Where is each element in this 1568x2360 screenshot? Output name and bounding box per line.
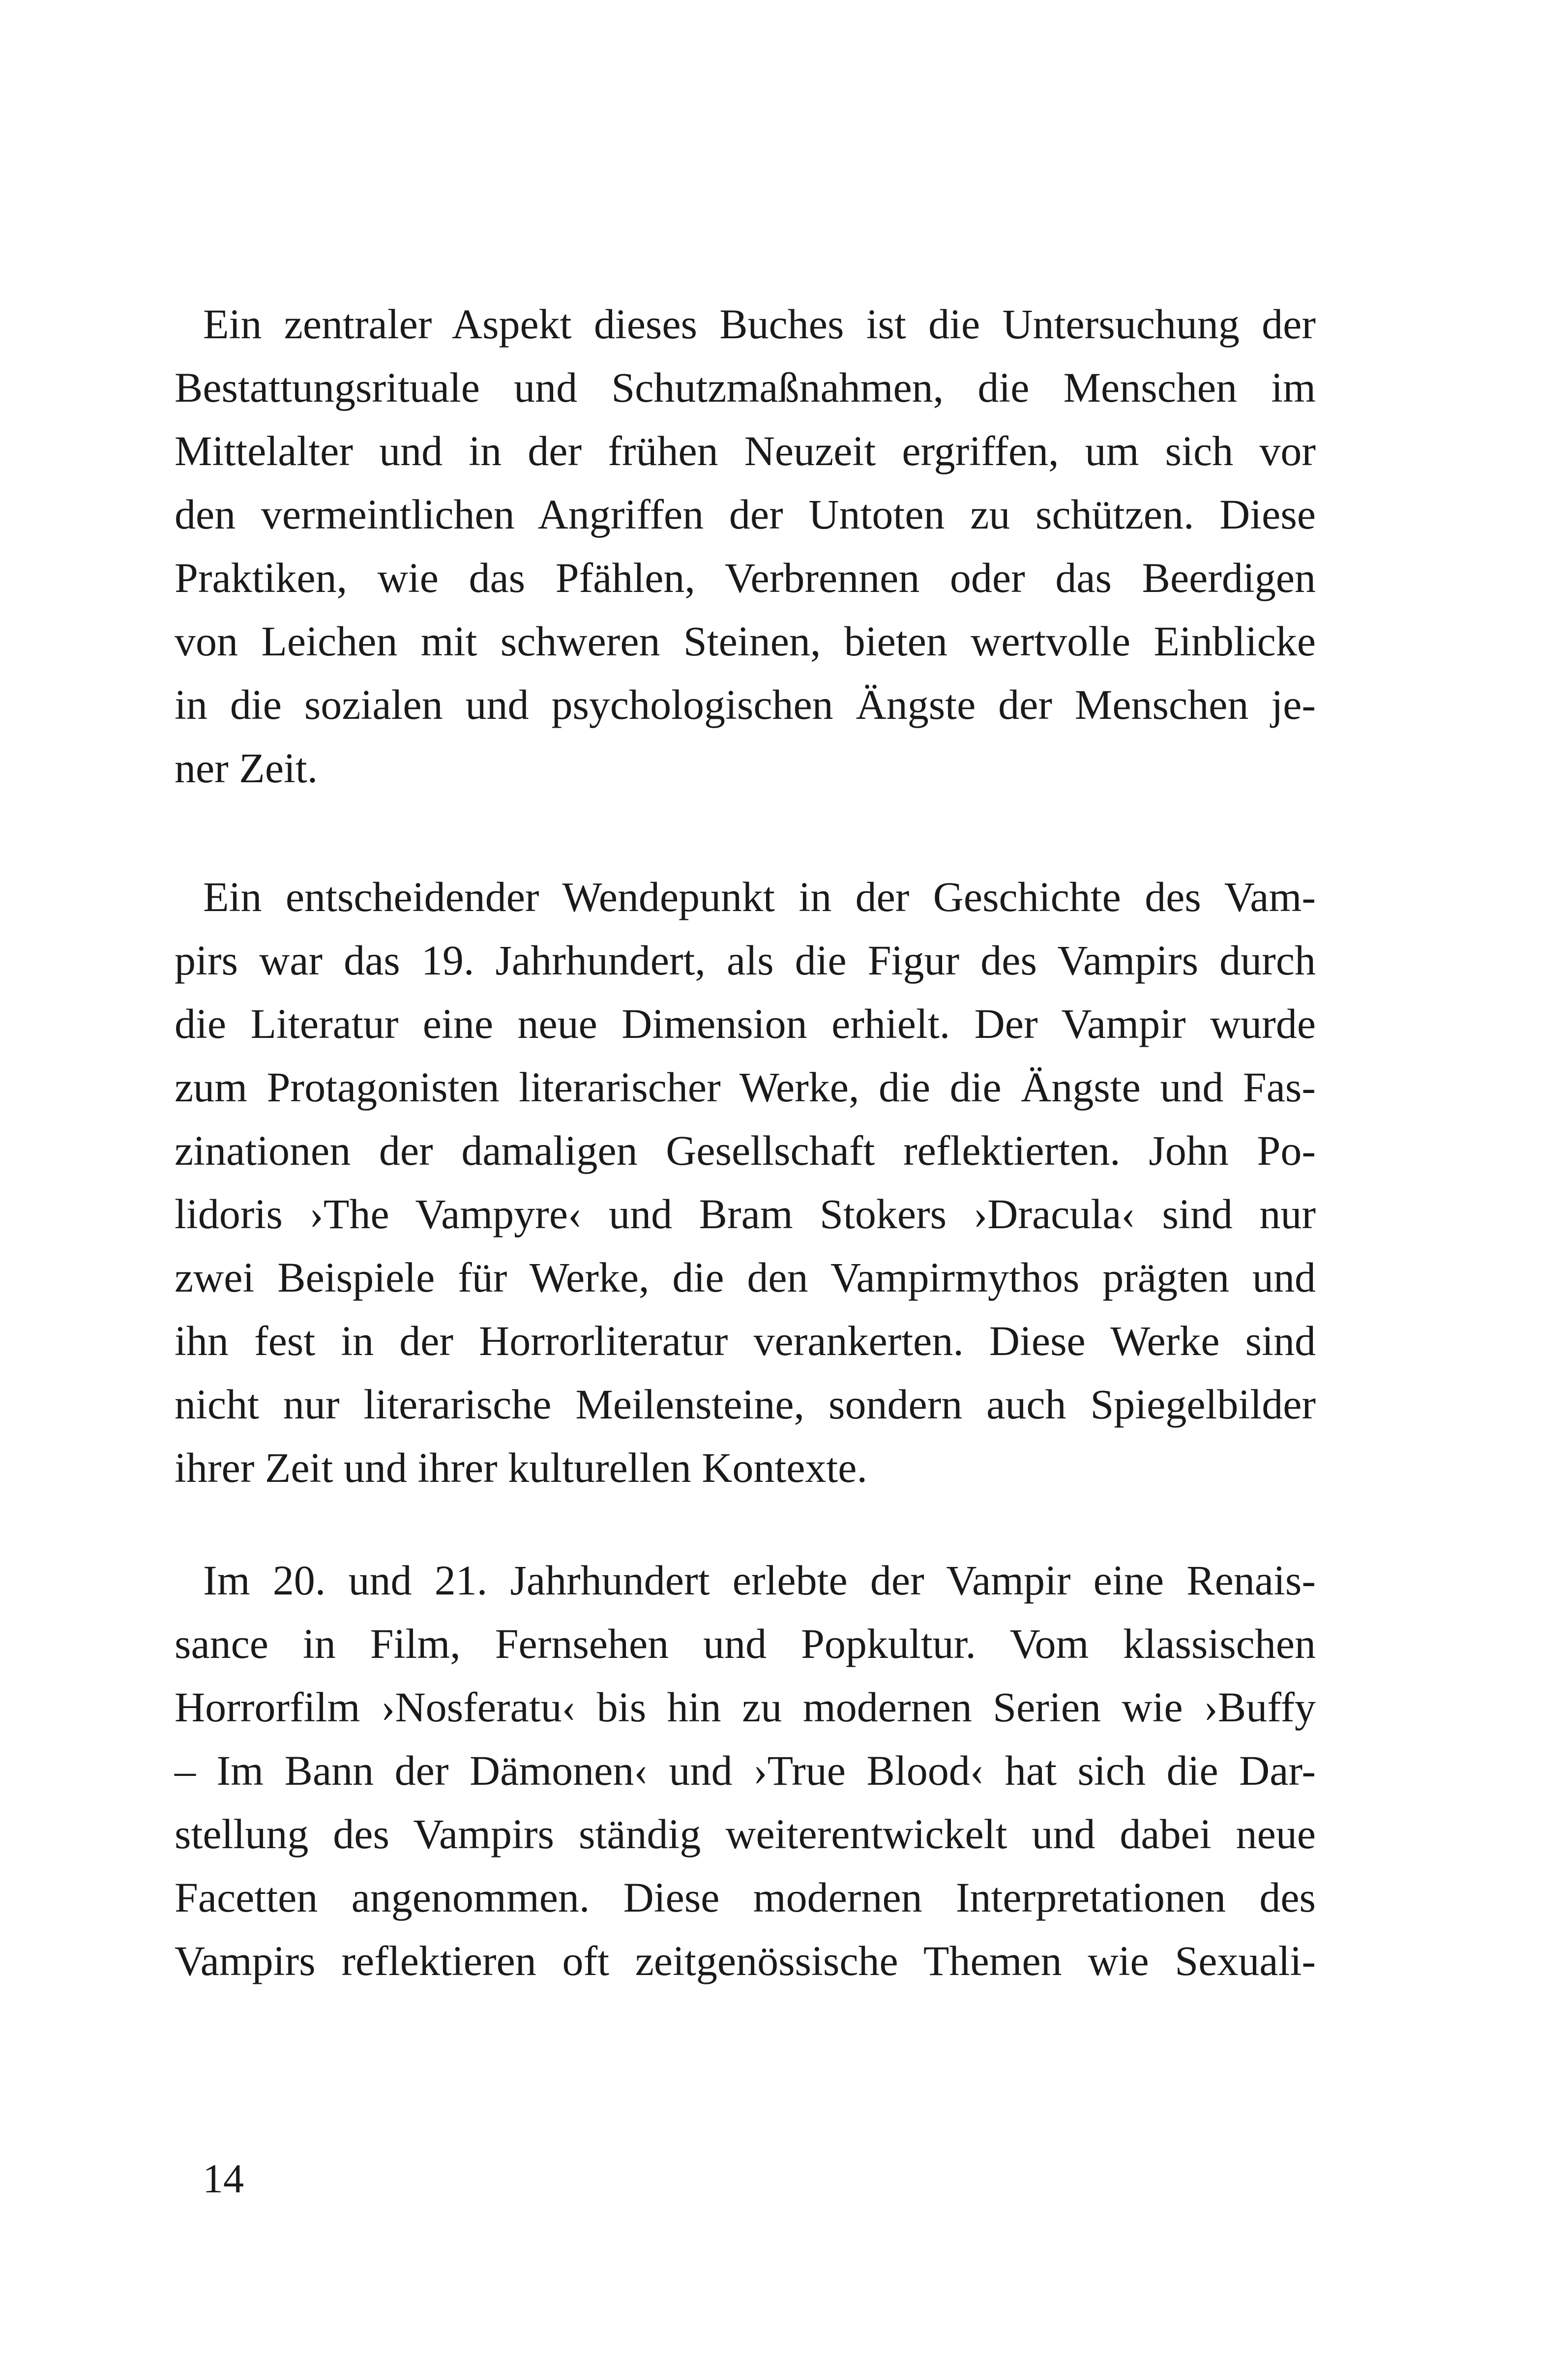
paragraph-3 (175, 1549, 1316, 1993)
text-line: zum Protagonisten literarischer Werke, die die Ängste und Fas- (175, 1063, 1316, 1111)
text-line: – Im Bann der Dämonen‹ und ›True Blood‹ hat sich die Dar- (175, 1747, 1316, 1794)
text-line: Facetten angenommen. Diese modernen Interpretationen des (175, 1874, 1316, 1921)
text-line: Praktiken, wie das Pfählen, Verbrennen oder das Beerdigen (175, 554, 1316, 601)
text-line: lidoris ›The Vampyre‹ und Bram Stokers ›Dracula‹ sind nur (175, 1190, 1316, 1238)
text-line: den vermeintlichen Angriffen der Untoten zu schützen. Diese (175, 491, 1316, 538)
page-number: 14 (203, 2156, 244, 2202)
text-line: zinationen der damaligen Gesellschaft reflektierten. John Po- (175, 1127, 1316, 1174)
text-line: nicht nur literarische Meilensteine, sondern auch Spiegelbilder (175, 1381, 1316, 1428)
text-line: von Leichen mit schweren Steinen, bieten wertvolle Einblicke (175, 618, 1316, 665)
paragraph-1 (175, 293, 1316, 800)
text-line: zwei Beispiele für Werke, die den Vampirmythos prägten und (175, 1254, 1316, 1301)
text-line: Vampirs reflektieren oft zeitgenössische Themen wie Sexuali- (175, 1937, 1316, 1984)
text-line: ihn fest in der Horrorliteratur verankerten. Diese Werke sind (175, 1317, 1316, 1364)
text-line: Ein entscheidender Wendepunkt in der Geschichte des Vam- (203, 873, 1316, 920)
text-line: Horrorfilm ›Nosferatu‹ bis hin zu modernen Serien wie ›Buffy (175, 1683, 1316, 1731)
text-line: Bestattungsrituale und Schutzmaßnahmen, die Menschen im (175, 364, 1316, 411)
text-line: stellung des Vampirs ständig weiterentwickelt und dabei neue (175, 1810, 1316, 1858)
text-line: Ein zentraler Aspekt dieses Buches ist die Untersuchung der (203, 300, 1316, 348)
text-line: sance in Film, Fernsehen und Popkultur. Vom klassischen (175, 1620, 1316, 1667)
text-line: ner Zeit. (175, 744, 318, 792)
text-line: pirs war das 19. Jahrhundert, als die Figur des Vampirs durch (175, 937, 1316, 984)
text-line: ihrer Zeit und ihrer kulturellen Kontexte. (175, 1444, 867, 1491)
text-line: Mittelalter und in der frühen Neuzeit ergriffen, um sich vor (175, 427, 1316, 474)
text-line: in die sozialen und psychologischen Ängste der Menschen je- (175, 681, 1316, 728)
text-line: die Literatur eine neue Dimension erhielt. Der Vampir wurde (175, 1000, 1316, 1047)
text-line: Im 20. und 21. Jahrhundert erlebte der Vampir eine Renais- (203, 1557, 1316, 1604)
paragraph-2 (175, 865, 1316, 1500)
